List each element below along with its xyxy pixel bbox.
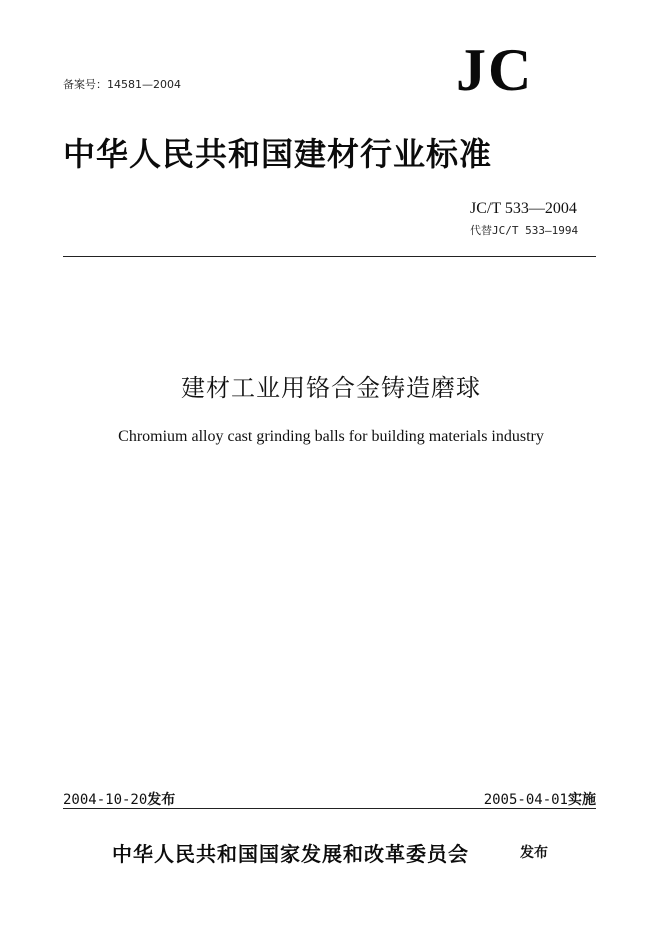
replaces-standard: 代替JC/T 533—1994 <box>470 224 579 237</box>
issue-date-line <box>63 789 175 809</box>
chinese-title: 建材工业用铬合金铸造磨球 <box>181 374 481 402</box>
standard-number: JC/T 533—2004 <box>470 200 577 217</box>
publish-label: 发布 <box>520 845 548 861</box>
jc-logo: JC <box>456 37 534 103</box>
publisher: 中华人民共和国国家发展和改革委员会 <box>112 842 469 866</box>
bottom-divider <box>63 808 596 809</box>
implementation-suffix: 实施 <box>568 792 596 808</box>
issue-suffix: 发布 <box>147 792 176 808</box>
issue-date: 2004-10-20 <box>63 792 148 808</box>
record-number: 备案号：14581—2004 <box>63 78 181 91</box>
top-divider <box>63 256 596 257</box>
implementation-date: 2005-04-01 <box>483 792 568 808</box>
industry-standard-title: 中华人民共和国建材行业标准 <box>63 135 493 173</box>
implementation-date-line <box>484 789 596 809</box>
english-title: Chromium alloy cast grinding balls for building materials industry <box>118 428 544 445</box>
